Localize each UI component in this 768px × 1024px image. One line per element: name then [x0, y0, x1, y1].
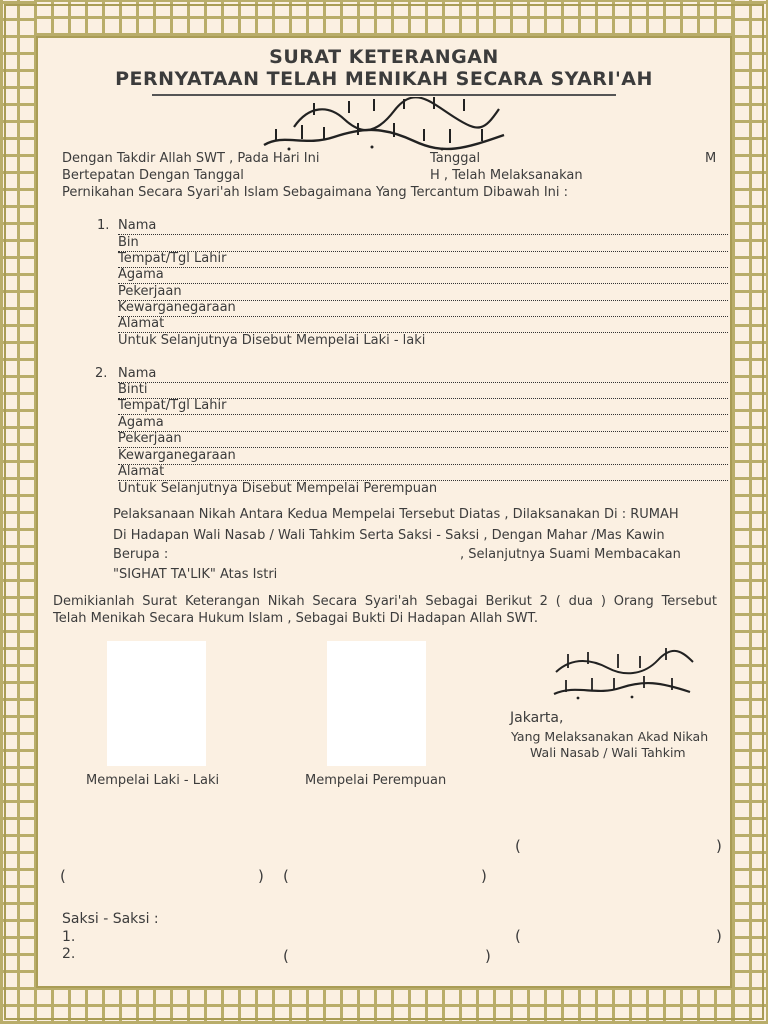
groom-bracket-close: ) [258, 867, 264, 885]
intro-line-1: Dengan Takdir Allah SWT , Pada Hari Ini [62, 151, 320, 166]
officiant-subtitle: Wali Nasab / Wali Tahkim [530, 745, 686, 760]
bride-bracket-open: ( [283, 867, 289, 885]
witness-1-bracket-close: ) [716, 927, 722, 945]
groom-religion-field[interactable] [118, 267, 728, 284]
groom-name-field[interactable] [118, 218, 728, 235]
field-label: Pekerjaan [118, 284, 182, 299]
bride-name-field[interactable] [118, 366, 728, 383]
intro-masehi-label: M [705, 151, 717, 166]
bride-photo-placeholder[interactable] [327, 641, 426, 766]
witness-2-bracket-open: ( [283, 947, 289, 965]
title-underline [152, 94, 616, 96]
groom-address-field[interactable] [118, 316, 728, 333]
field-label: Tempat/Tgl Lahir [118, 251, 227, 266]
groom-signature-label: Mempelai Laki - Laki [86, 773, 220, 788]
bride-occupation-field[interactable] [118, 431, 728, 448]
field-label: Nama [118, 218, 157, 233]
bride-religion-field[interactable] [118, 415, 728, 432]
bismillah-calligraphy [254, 97, 514, 153]
closing-line-2: Telah Menikah Secara Hukum Islam , Sebagai Bukti Di Hadapan Allah SWT. [53, 611, 538, 626]
witness-2-bracket-close: ) [485, 947, 491, 965]
intro-line-2: Bertepatan Dengan Tanggal [62, 168, 244, 183]
document-title: SURAT KETERANGAN [269, 46, 499, 68]
document-subtitle: PERNYATAAN TELAH MENIKAH SECARA SYARI'AH [115, 68, 653, 90]
officiant-title: Yang Melaksanakan Akad Nikah [511, 729, 709, 744]
closing-line-1: Demikianlah Surat Keterangan Nikah Secara Syari'ah Sebagai Berikut 2 ( dua ) Orang Tersebut [53, 594, 717, 609]
salam-calligraphy [548, 646, 698, 702]
groom-citizenship-field[interactable] [118, 300, 728, 317]
groom-father-field[interactable] [118, 235, 728, 252]
groom-photo-placeholder[interactable] [107, 641, 206, 766]
bride-number: 2. [95, 366, 108, 381]
field-label: Tempat/Tgl Lahir [118, 398, 227, 413]
ceremony-line-3a: Berupa : [113, 547, 169, 562]
field-label: Kewarganegaraan [118, 300, 236, 315]
officiant-bracket-open: ( [515, 837, 521, 855]
field-label: Agama [118, 415, 164, 430]
intro-line-3: Pernikahan Secara Syari'ah Islam Sebagaimana Yang Tercantum Dibawah Ini : [62, 185, 569, 200]
witness-1-number: 1. [62, 929, 76, 945]
bride-signature-label: Mempelai Perempuan [305, 773, 447, 788]
witnesses-label: Saksi - Saksi : [62, 911, 159, 927]
location-city: Jakarta, [510, 710, 564, 726]
witness-2-number: 2. [62, 946, 76, 962]
groom-occupation-field[interactable] [118, 284, 728, 301]
witness-1-bracket-open: ( [515, 927, 521, 945]
bride-citizenship-field[interactable] [118, 448, 728, 465]
field-label: Pekerjaan [118, 431, 182, 446]
intro-hijri-label: H , Telah Melaksanakan [430, 168, 583, 183]
bride-father-field[interactable] [118, 382, 728, 399]
groom-bracket-open: ( [60, 867, 66, 885]
ceremony-line-3b: , Selanjutnya Suami Membacakan [460, 547, 681, 562]
field-label: Alamat [118, 464, 165, 479]
field-label: Kewarganegaraan [118, 448, 236, 463]
officiant-bracket-close: ) [716, 837, 722, 855]
ceremony-line-2: Di Hadapan Wali Nasab / Wali Tahkim Serta Saksi - Saksi , Dengan Mahar /Mas Kawin [113, 528, 665, 543]
ceremony-line-1: Pelaksanaan Nikah Antara Kedua Mempelai Tersebut Diatas , Dilaksanakan Di : RUMAH [113, 507, 679, 522]
ceremony-line-4: "SIGHAT TA'LIK" Atas Istri [113, 567, 278, 582]
bride-bracket-close: ) [481, 867, 487, 885]
field-label: Bin [118, 235, 139, 250]
bride-address-field[interactable] [118, 464, 728, 481]
field-label: Nama [118, 366, 157, 381]
bride-closing: Untuk Selanjutnya Disebut Mempelai Perempuan [118, 481, 438, 496]
groom-birth-field[interactable] [118, 251, 728, 268]
field-label: Agama [118, 267, 164, 282]
field-label: Alamat [118, 316, 165, 331]
groom-number: 1. [97, 218, 110, 233]
intro-date-label: Tanggal [430, 151, 481, 166]
groom-closing: Untuk Selanjutnya Disebut Mempelai Laki - laki [118, 333, 426, 348]
bride-birth-field[interactable] [118, 398, 728, 415]
field-label: Binti [118, 382, 148, 397]
